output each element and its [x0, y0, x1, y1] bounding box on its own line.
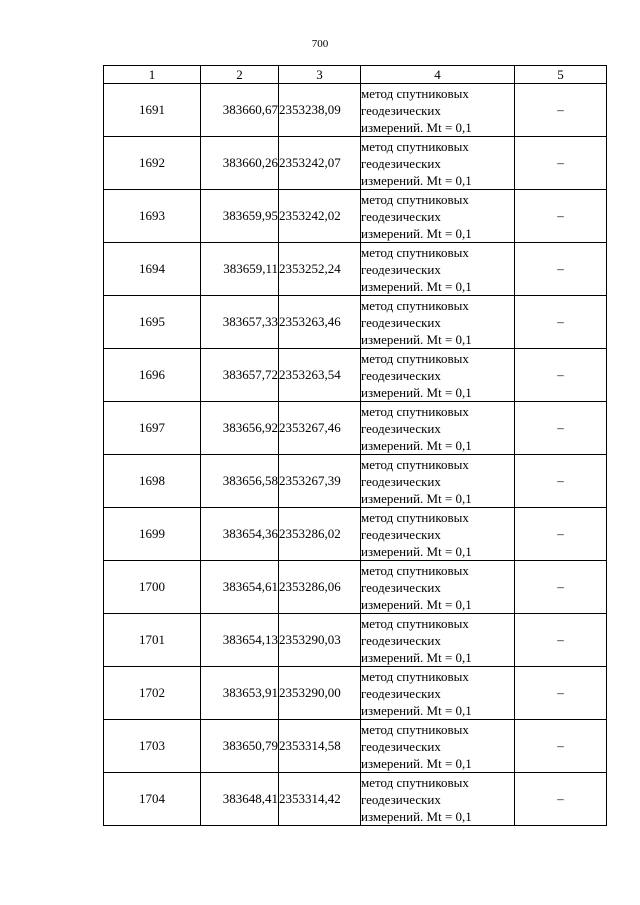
method-cell: метод спутниковых геодезических измерений. Mt = 0,1 — [361, 84, 515, 137]
table-row — [104, 773, 607, 826]
method-cell: метод спутниковых геодезических измерений. Mt = 0,1 — [361, 561, 515, 614]
point-number-cell: 1703 — [104, 720, 201, 773]
column-header-3: 3 — [279, 66, 361, 84]
y-coordinate-cell: 2353242,07 — [279, 137, 361, 190]
x-coordinate-cell: 383660,67 — [201, 84, 279, 137]
point-number-cell: 1692 — [104, 137, 201, 190]
point-number-cell: 1700 — [104, 561, 201, 614]
x-coordinate-cell: 383656,92 — [201, 402, 279, 455]
x-coordinate-cell: 383657,33 — [201, 296, 279, 349]
point-number-cell: 1695 — [104, 296, 201, 349]
point-number-cell: 1691 — [104, 84, 201, 137]
note-cell: – — [515, 667, 607, 720]
x-coordinate-cell: 383656,58 — [201, 455, 279, 508]
table-row — [104, 190, 607, 243]
note-cell: – — [515, 508, 607, 561]
point-number-cell: 1697 — [104, 402, 201, 455]
note-cell: – — [515, 84, 607, 137]
y-coordinate-cell: 2353263,46 — [279, 296, 361, 349]
method-cell: метод спутниковых геодезических измерений. Mt = 0,1 — [361, 773, 515, 826]
y-coordinate-cell: 2353314,42 — [279, 773, 361, 826]
column-header-2: 2 — [201, 66, 279, 84]
x-coordinate-cell: 383650,79 — [201, 720, 279, 773]
point-number-cell: 1699 — [104, 508, 201, 561]
table-row — [104, 243, 607, 296]
x-coordinate-cell: 383648,41 — [201, 773, 279, 826]
method-cell: метод спутниковых геодезических измерений. Mt = 0,1 — [361, 720, 515, 773]
y-coordinate-cell: 2353267,46 — [279, 402, 361, 455]
y-coordinate-cell: 2353252,24 — [279, 243, 361, 296]
table-row — [104, 402, 607, 455]
point-number-cell: 1702 — [104, 667, 201, 720]
note-cell: – — [515, 349, 607, 402]
table-header-row — [104, 66, 607, 84]
method-cell: метод спутниковых геодезических измерений. Mt = 0,1 — [361, 614, 515, 667]
note-cell: – — [515, 455, 607, 508]
table-body — [104, 84, 607, 826]
note-cell: – — [515, 243, 607, 296]
y-coordinate-cell: 2353314,58 — [279, 720, 361, 773]
x-coordinate-cell: 383653,91 — [201, 667, 279, 720]
table-row — [104, 667, 607, 720]
note-cell: – — [515, 614, 607, 667]
x-coordinate-cell: 383654,13 — [201, 614, 279, 667]
method-cell: метод спутниковых геодезических измерений. Mt = 0,1 — [361, 349, 515, 402]
y-coordinate-cell: 2353242,02 — [279, 190, 361, 243]
coordinates-table — [103, 65, 607, 826]
table-row — [104, 84, 607, 137]
method-cell: метод спутниковых геодезических измерений. Mt = 0,1 — [361, 455, 515, 508]
note-cell: – — [515, 190, 607, 243]
method-cell: метод спутниковых геодезических измерений. Mt = 0,1 — [361, 243, 515, 296]
y-coordinate-cell: 2353238,09 — [279, 84, 361, 137]
table-row — [104, 349, 607, 402]
column-header-5: 5 — [515, 66, 607, 84]
method-cell: метод спутниковых геодезических измерений. Mt = 0,1 — [361, 508, 515, 561]
point-number-cell: 1696 — [104, 349, 201, 402]
y-coordinate-cell: 2353267,39 — [279, 455, 361, 508]
x-coordinate-cell: 383659,95 — [201, 190, 279, 243]
column-header-1: 1 — [104, 66, 201, 84]
column-header-4: 4 — [361, 66, 515, 84]
method-cell: метод спутниковых геодезических измерений. Mt = 0,1 — [361, 137, 515, 190]
note-cell: – — [515, 561, 607, 614]
x-coordinate-cell: 383657,72 — [201, 349, 279, 402]
y-coordinate-cell: 2353290,00 — [279, 667, 361, 720]
note-cell: – — [515, 137, 607, 190]
note-cell: – — [515, 773, 607, 826]
table-row — [104, 296, 607, 349]
table-row — [104, 614, 607, 667]
y-coordinate-cell: 2353286,02 — [279, 508, 361, 561]
note-cell: – — [515, 720, 607, 773]
x-coordinate-cell: 383654,61 — [201, 561, 279, 614]
point-number-cell: 1704 — [104, 773, 201, 826]
x-coordinate-cell: 383659,11 — [201, 243, 279, 296]
table-row — [104, 720, 607, 773]
x-coordinate-cell: 383654,36 — [201, 508, 279, 561]
x-coordinate-cell: 383660,26 — [201, 137, 279, 190]
note-cell: – — [515, 402, 607, 455]
table-row — [104, 561, 607, 614]
table-row — [104, 455, 607, 508]
method-cell: метод спутниковых геодезических измерений. Mt = 0,1 — [361, 402, 515, 455]
y-coordinate-cell: 2353286,06 — [279, 561, 361, 614]
point-number-cell: 1694 — [104, 243, 201, 296]
method-cell: метод спутниковых геодезических измерений. Mt = 0,1 — [361, 667, 515, 720]
point-number-cell: 1701 — [104, 614, 201, 667]
table-row — [104, 137, 607, 190]
method-cell: метод спутниковых геодезических измерений. Mt = 0,1 — [361, 296, 515, 349]
y-coordinate-cell: 2353263,54 — [279, 349, 361, 402]
point-number-cell: 1698 — [104, 455, 201, 508]
note-cell: – — [515, 296, 607, 349]
method-cell: метод спутниковых геодезических измерений. Mt = 0,1 — [361, 190, 515, 243]
point-number-cell: 1693 — [104, 190, 201, 243]
y-coordinate-cell: 2353290,03 — [279, 614, 361, 667]
table-row — [104, 508, 607, 561]
page-number: 700 — [311, 38, 329, 50]
